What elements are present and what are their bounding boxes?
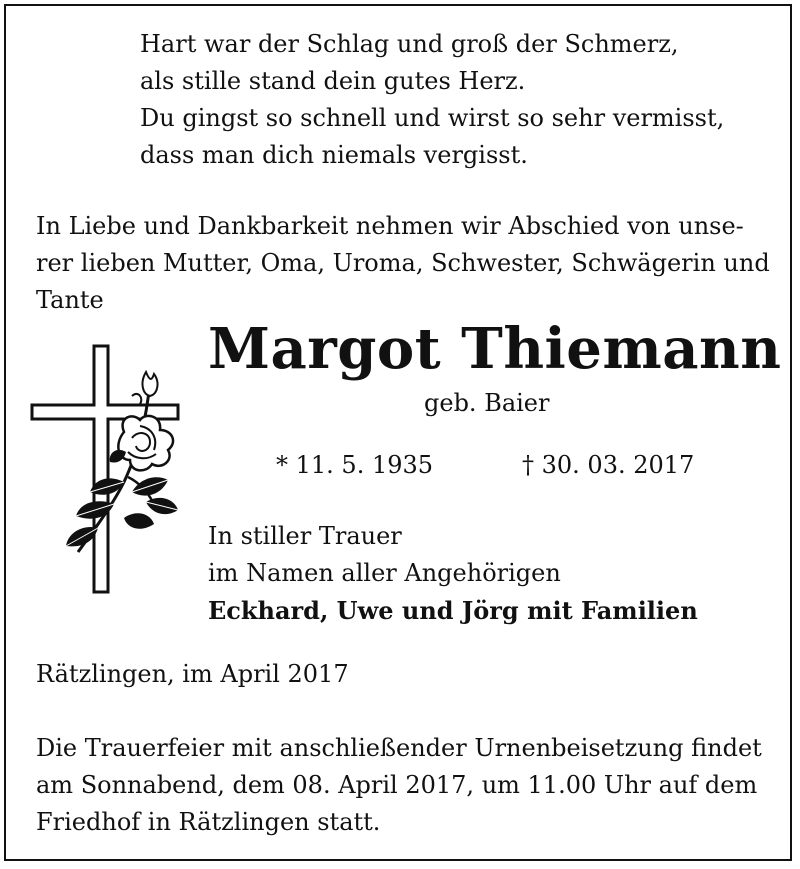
intro-line: Tante — [36, 286, 104, 314]
mourners-line: In stiller Trauer — [208, 522, 402, 550]
mourners-names: Eckhard, Uwe und Jörg mit Familien — [208, 596, 698, 625]
cross-with-rose-icon — [28, 342, 188, 597]
deceased-name: Margot Thiemann — [208, 316, 782, 382]
funeral-line: am Sonnabend, dem 08. April 2017, um 11.00 Uhr auf dem — [36, 771, 758, 799]
intro-line: rer lieben Mutter, Oma, Uroma, Schwester, Schwägerin und — [36, 249, 770, 277]
intro-text — [36, 208, 770, 319]
intro-line: In Liebe und Dankbarkeit nehmen wir Abschied von unse- — [36, 212, 744, 240]
funeral-line: Die Trauerfeier mit anschließender Urnenbeisetzung findet — [36, 734, 762, 762]
maiden-name: geb. Baier — [424, 389, 550, 417]
funeral-notice — [36, 730, 762, 841]
poem — [140, 26, 724, 174]
poem-line: dass man dich niemals vergisst. — [140, 141, 528, 169]
poem-line: als stille stand dein gutes Herz. — [140, 67, 526, 95]
poem-line: Hart war der Schlag und groß der Schmerz, — [140, 30, 679, 58]
mourners — [208, 518, 698, 629]
poem-line: Du gingst so schnell und wirst so sehr vermisst, — [140, 104, 725, 132]
place-date: Rätzlingen, im April 2017 — [36, 660, 349, 688]
birth-date: * 11. 5. 1935 — [276, 451, 434, 479]
death-date: † 30. 03. 2017 — [522, 451, 695, 479]
mourners-line: im Namen aller Angehörigen — [208, 559, 561, 587]
funeral-line: Friedhof in Rätzlingen statt. — [36, 808, 381, 836]
